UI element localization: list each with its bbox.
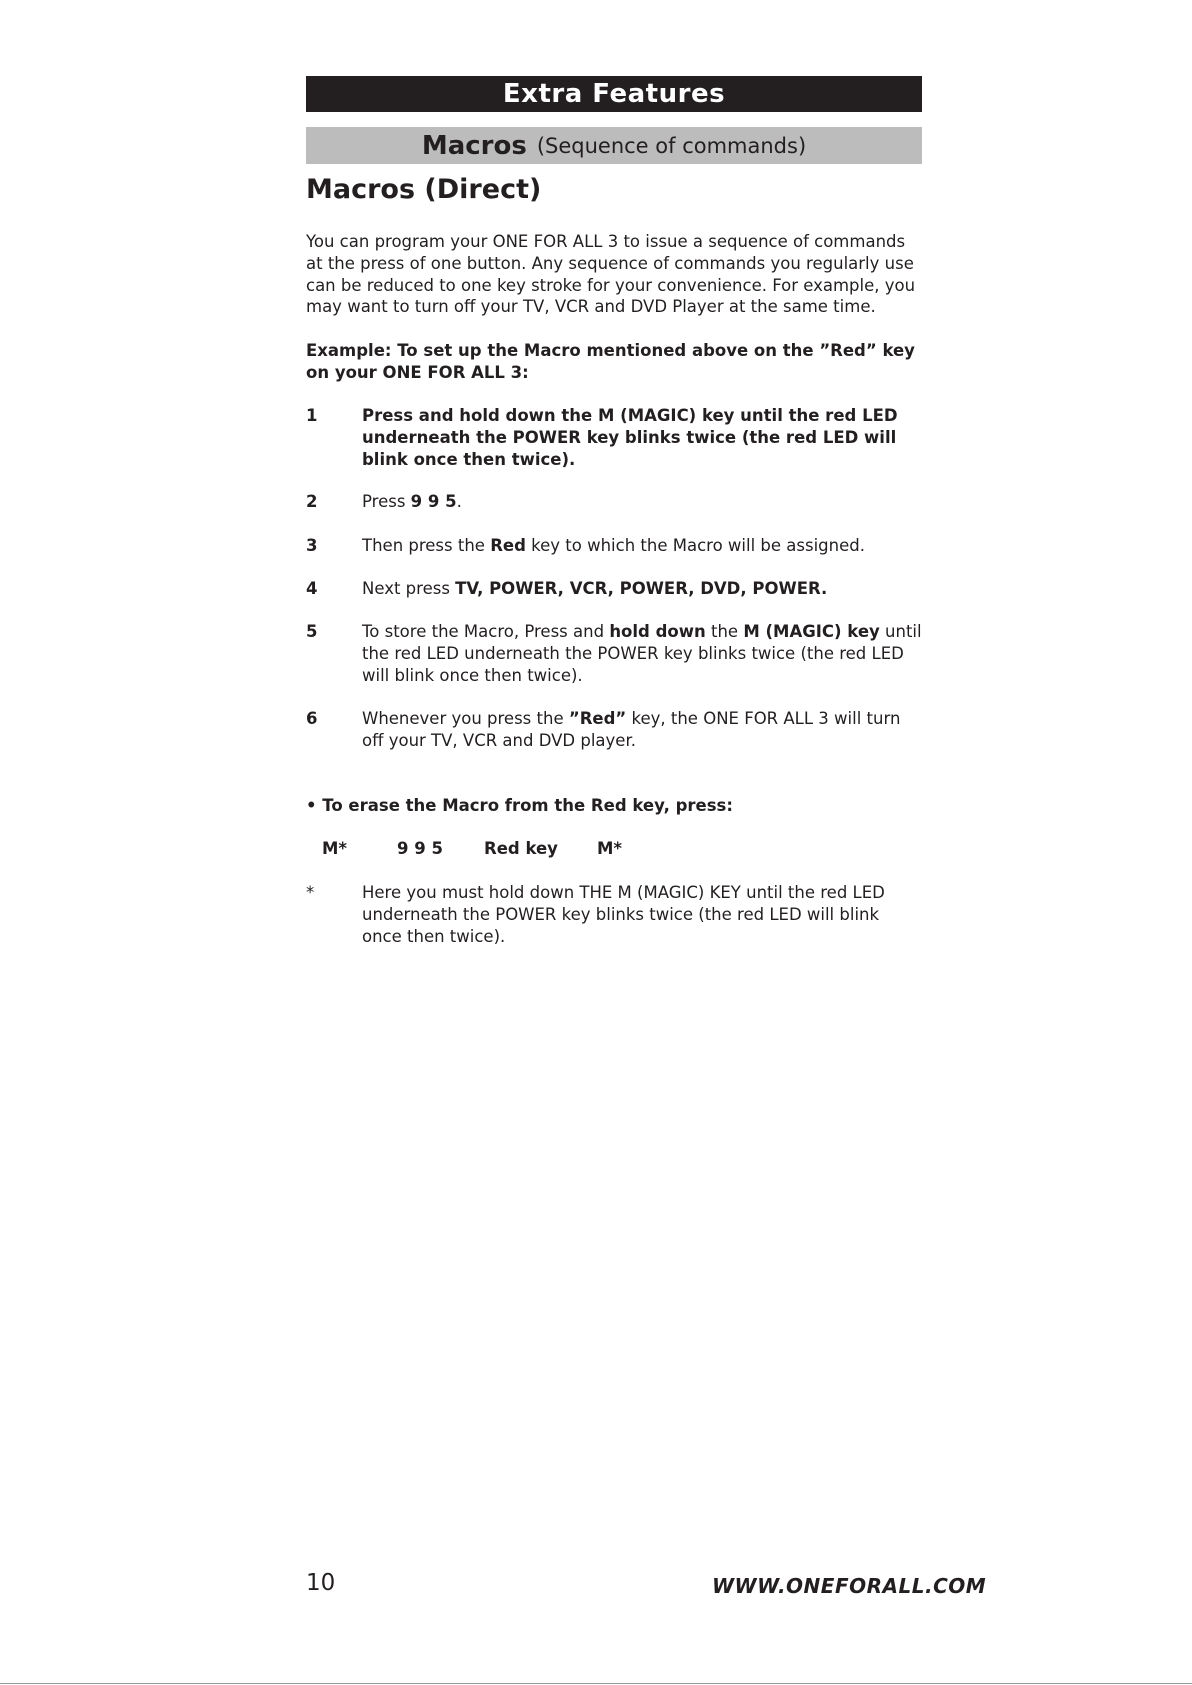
step-text (362, 491, 922, 513)
subheader-light: (Sequence of commands) (536, 133, 807, 158)
subheader-strong: Macros (421, 130, 527, 161)
step-text (362, 708, 922, 752)
intro-paragraph: You can program your ONE FOR ALL 3 to issue a sequence of commands at the press of one button. Any sequence of commands you regularly use can be reduced to one key stroke for your convenience. For example, you may want to turn off your TV, VCR and DVD Player at the same time. (306, 232, 916, 317)
step-bold: M (MAGIC) key (743, 622, 880, 641)
step-number: 2 (306, 492, 318, 511)
step-plain: To store the Macro, Press and (362, 622, 610, 641)
sequence-key: 9 9 5 (397, 839, 443, 858)
step-plain: Press (362, 492, 411, 511)
step-number: 1 (306, 406, 318, 425)
step-6 (306, 708, 922, 752)
step-plain: . (456, 492, 462, 511)
sequence-key: M* (322, 839, 348, 858)
sequence-key: Red key (484, 839, 558, 858)
step-bold: 9 9 5 (410, 492, 457, 511)
step-1 (306, 405, 922, 470)
step-number: 3 (306, 536, 318, 555)
step-bold: Press and hold down the M (MAGIC) key until the red LED underneath the POWER key blinks twice (the red LED will blink once then twice). (362, 406, 898, 469)
step-text (362, 578, 922, 600)
page-bottom-rule (0, 1683, 1192, 1684)
sequence-key: M* (597, 839, 623, 858)
step-4 (306, 578, 922, 600)
step-plain: Next press (362, 579, 456, 598)
step-plain: until the red LED underneath the POWER key blinks twice (the red LED will blink once then twice). (362, 622, 922, 685)
website-url: WWW.ONEFORALL.COM (712, 1574, 987, 1598)
step-plain: Then press the (362, 536, 491, 555)
header-title: Extra Features (502, 79, 726, 109)
page-title: Macros (Direct) (306, 174, 542, 205)
step-number: 5 (306, 622, 318, 641)
subheader-bar (306, 127, 922, 164)
step-text (362, 621, 922, 686)
section-header-bar (306, 76, 922, 112)
step-plain: key, the ONE FOR ALL 3 will turn off your TV, VCR and DVD player. (362, 709, 901, 750)
step-5 (306, 621, 922, 686)
erase-heading: • To erase the Macro from the Red key, press: (306, 796, 733, 815)
step-bold: ”Red” (568, 709, 627, 728)
step-bold: TV, POWER, VCR, POWER, DVD, POWER. (455, 579, 828, 598)
step-number: 6 (306, 709, 318, 728)
step-plain: Whenever you press the (362, 709, 569, 728)
footnote-text: Here you must hold down THE M (MAGIC) KEY until the red LED underneath the POWER key blinks twice (the red LED will blink once then twice). (362, 883, 885, 946)
step-text (362, 405, 922, 470)
step-number: 4 (306, 579, 318, 598)
step-plain: key to which the Macro will be assigned. (525, 536, 865, 555)
example-heading: Example: To set up the Macro mentioned above on the ”Red” key on your ONE FOR ALL 3: (306, 341, 915, 382)
step-plain: the (705, 622, 744, 641)
step-text (362, 535, 922, 557)
step-bold: hold down (609, 622, 706, 641)
page-number: 10 (306, 1570, 336, 1596)
step-2 (306, 491, 922, 513)
footnote (306, 882, 922, 947)
footnote-marker: * (306, 883, 315, 902)
step-3 (306, 535, 922, 557)
step-bold: Red (490, 536, 526, 555)
